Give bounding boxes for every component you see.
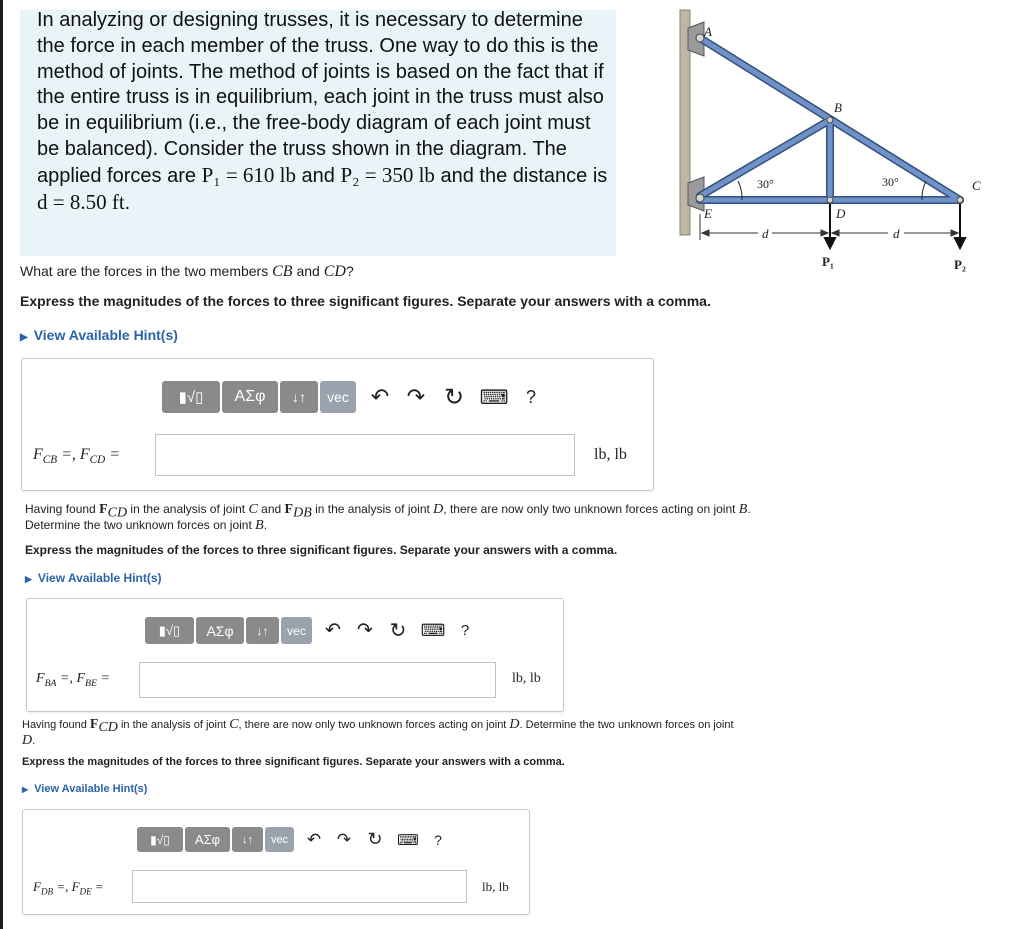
hint-toggle-part-1[interactable]: ▶ View Available Hint(s) [20,327,178,343]
answer-input-part-3[interactable] [132,870,467,903]
caret-right-icon: ▶ [22,785,29,794]
caret-right-icon: ▶ [25,574,32,584]
reset-icon[interactable]: ↻ [367,829,383,849]
help-icon[interactable]: ? [460,622,470,639]
force-p1: P₁ = 610 lb [201,162,296,187]
joint-a [696,34,704,42]
arrows-icon: ↓↑ [256,623,269,638]
templates-button[interactable] [162,381,220,413]
undo-icon[interactable]: ↶ [325,620,341,641]
force-p2: P₂ = 350 lb [340,162,435,187]
greek-button[interactable]: ΑΣφ [222,381,278,413]
arrows-icon: ↓↑ [242,833,253,846]
units-part-1: lb, lb [594,446,627,463]
member-cd-ref: CD [323,263,346,280]
label-e: E [704,206,712,221]
hint-toggle-part-2[interactable]: ▶ View Available Hint(s) [25,571,162,585]
templates-icon: ▮√▯ [178,389,204,406]
keyboard-icon[interactable]: ⌨ [420,620,446,640]
label-dist-2: d [893,226,900,241]
help-icon[interactable]: ? [434,831,442,848]
label-p1: P₁ [822,254,834,269]
label-c: C [972,178,981,193]
answer-label-part-1: $F_{CB}$ =, $F_{CD}$ = [33,446,120,467]
templates-button[interactable] [137,827,183,852]
redo-icon[interactable]: ↷ [406,384,426,409]
joint-c [957,197,963,203]
truss-diagram [660,0,1024,285]
redo-icon[interactable]: ↷ [357,620,373,641]
answer-label-part-3: $F_{DB}$ =, $F_{DE}$ = [33,879,104,897]
reset-icon[interactable]: ↻ [443,383,465,411]
arrows-icon: ↓↑ [292,389,306,405]
vec-button[interactable]: vec [281,617,312,644]
label-angle-c: 30° [882,175,899,189]
intro-text: In analyzing or designing trusses, it is necessary to determine the force in each member of the truss. One way to do this is the method of joints. The method of joints is based on the fact that if the entire truss is in equilibrium, each joint in the truss must also be in equilibrium (i.e., the free-body diagram of each joint must be balanced). Consider the truss shown in the diagram. The applied forces are P₁ = 610 lb and P₂ = 350 lb and the distance is d = 8.50 ft. [37,9,608,214]
answer-input-part-1[interactable] [155,434,575,476]
question-part-1: What are the forces in the two members CB and CD? [20,263,354,280]
text-part-3: Having found $F_{CD}$ in the analysis of joint C, there are now only two unknown forces acting on joint D. Determine the two unknown forces on joint D. [22,717,734,749]
help-icon[interactable]: ? [525,386,536,407]
math-toolbar-part-3 [137,827,451,852]
undo-icon[interactable]: ↶ [370,384,390,409]
redo-icon[interactable]: ↷ [336,829,352,849]
vec-button[interactable]: vec [265,827,294,852]
joint-d [827,197,833,203]
arrows-button[interactable] [232,827,263,852]
vec-button[interactable]: vec [320,381,356,413]
label-dist-1: d [762,226,769,241]
instruction-part-3: Express the magnitudes of the forces to three significant figures. Separate your answers with a comma. [22,756,565,768]
caret-right-icon: ▶ [20,332,28,343]
instruction-part-1: Express the magnitudes of the forces to three significant figures. Separate your answers with a comma. [20,293,711,309]
greek-button[interactable]: ΑΣφ [196,617,244,644]
answer-input-part-2[interactable] [139,662,496,698]
templates-icon: ▮√▯ [158,622,181,638]
label-a: A [704,24,712,39]
greek-button[interactable]: ΑΣφ [185,827,230,852]
units-part-3: lb, lb [482,879,509,894]
undo-icon[interactable]: ↶ [306,829,322,849]
label-d: D [836,206,846,221]
keyboard-icon[interactable]: ⌨ [479,386,509,409]
joint-e [696,194,704,202]
units-part-2: lb, lb [512,671,541,686]
distance-d: d = 8.50 ft [37,189,125,214]
member-cb-ref: CB [272,263,293,280]
label-angle-e: 30° [757,177,774,191]
arrows-button[interactable] [246,617,279,644]
intro-paragraph: In analyzing or designing trusses, it is necessary to determine the force in each member of the truss. One way to do this is the method of joints. The method of joints is based on the fact that if the entire truss is in equilibrium, each joint in the truss must also be in equilibrium (i.e., the free-body diagram of each joint must be balanced). Consider the truss shown in the diagram. The applied forces [37,9,604,187]
keyboard-icon[interactable]: ⌨ [397,831,419,849]
joint-b [827,117,833,123]
templates-icon: ▮√▯ [150,832,170,847]
reset-icon[interactable]: ↻ [389,620,407,642]
text-part-2: Having found $F_{CD}$ in the analysis of joint C and $F_{DB}$ in the analysis of joint D, there are now only two unknown forces acting on joint B. Determine the two unknown forces on joint B. [25,502,751,534]
answer-label-part-2: $F_{BA}$ =, $F_{BE}$ = [36,671,110,689]
instruction-part-2: Express the magnitudes of the forces to three significant figures. Separate your answers with a comma. [25,543,618,557]
math-toolbar-part-1 [162,381,548,413]
templates-button[interactable] [145,617,194,644]
math-toolbar-part-2 [145,617,479,644]
label-p2: P₂ [954,257,966,272]
hint-toggle-part-3[interactable]: ▶ View Available Hint(s) [22,783,148,795]
label-b: B [834,100,842,115]
arrows-button[interactable] [280,381,318,413]
window-frame-edge [0,0,3,929]
